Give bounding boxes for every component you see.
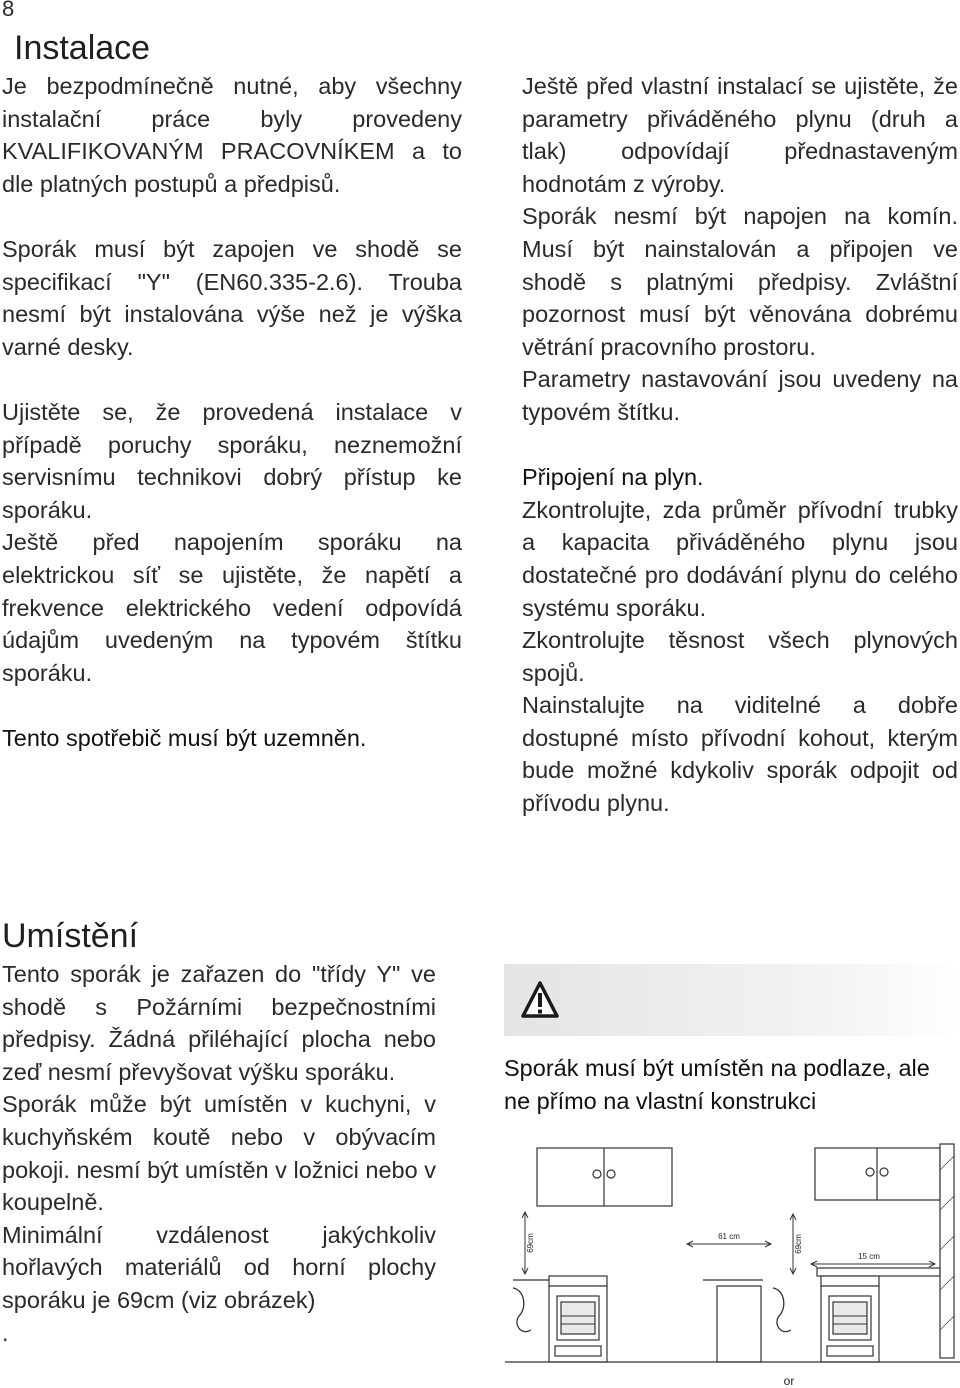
- label-gap: 15 cm: [858, 1252, 880, 1261]
- installation-left-column: [2, 70, 462, 754]
- label-height-left: 69cm: [526, 1233, 535, 1253]
- paragraph-chimney: Sporák nesmí být napojen na komín. Musí být nainstalován a připojen ve shodě s platnými předpisy. Zvláštní pozornost musí být věnována dobrému větrání pracovního prostoru.: [522, 203, 958, 360]
- gas-pipe-right: [773, 1288, 791, 1332]
- page-number: 8: [2, 0, 15, 21]
- label-width: 61 cm: [718, 1232, 740, 1241]
- paragraph-trailing-dot: .: [2, 1319, 9, 1346]
- paragraph-min-distance: Minimální vzdálenost jakýchkoliv hořlavých materiálů od horní plochy sporáku je 69cm (viz obrázek): [2, 1221, 436, 1313]
- paragraph-mains-voltage: Ještě před napojením sporáku na elektrickou síť se ujistěte, že napětí a frekvence elektrického vedení odpovídá údajům uvedeným na typovém štítku sporáku.: [2, 529, 462, 686]
- installation-title: Instalace: [14, 29, 151, 67]
- installation-right-column: [522, 70, 958, 820]
- paragraph-gas-tightness: Zkontrolujte těsnost všech plynových spojů.: [522, 627, 958, 686]
- dimension-width: [687, 1241, 771, 1247]
- location-column: [2, 958, 436, 1349]
- installation-diagram: [505, 1140, 960, 1388]
- label-or: or: [783, 1374, 795, 1388]
- location-title: Umístění: [2, 917, 139, 955]
- wall-right: [940, 1144, 954, 1358]
- label-height-right: 69cm: [794, 1234, 803, 1254]
- paragraph-rooms: Sporák může být umístěn v kuchyni, v kuchyňském koutě nebo v obývacím pokoji. nesmí být umístěn v ložnici nebo v koupelně.: [2, 1091, 436, 1216]
- warning-banner: [504, 964, 960, 1036]
- paragraph-class-y: Tento sporák je zařazen do "třídy Y" ve shodě s Požárními bezpečnostními předpisy. Žádná přiléhající plocha nebo zeď nesmí převyšovat výšku sporáku.: [2, 961, 436, 1085]
- gas-pipe-left: [513, 1288, 531, 1332]
- warning-triangle-icon: [520, 980, 560, 1020]
- cooker-right: [821, 1276, 879, 1362]
- paragraph-rating-plate: Parametry nastavování jsou uvedeny na typovém štítku.: [522, 366, 958, 425]
- cooker-left: [549, 1276, 607, 1362]
- paragraph-shutoff-valve: Nainstalujte na viditelné a dobře dostupné místo přívodní kohout, kterým bude možné kdykoliv sporák odpojit od přívodu plynu.: [522, 692, 958, 817]
- upper-cabinet-right: [815, 1148, 940, 1200]
- paragraph-pipe-diameter: Zkontrolujte, zda průměr přívodní trubky a kapacita přiváděného plynu jsou dostatečné pro dodávání plynu do celého systému sporáku.: [522, 496, 958, 621]
- paragraph-qualified-worker: Je bezpodmínečně nutné, aby všechny instalační práce byly provedeny KVALIFIKOVANÝM PRACOVNÍKEM a to dle platných postupů a předpisů.: [2, 73, 462, 197]
- paragraph-spec-y: Sporák musí být zapojen ve shodě se specifikací "Y" (EN60.335-2.6). Trouba nesmí být instalována výše než je výška varné desky.: [2, 235, 462, 360]
- warning-text: Sporák musí být umístěn na podlaze, ale ne přímo na vlastní konstrukci: [504, 1055, 930, 1114]
- lower-cabinet-left: [717, 1286, 761, 1362]
- dimension-gap: [811, 1261, 935, 1267]
- paragraph-gas-parameters: Ještě před vlastní instalací se ujistěte, že parametry přiváděného plynu (druh a tlak) odpovídají přednastaveným hodnotám z výroby.: [522, 73, 958, 197]
- upper-cabinet-left: [537, 1148, 672, 1206]
- paragraph-grounding: Tento spotřebič musí být uzemněn.: [2, 724, 367, 751]
- gas-connection-heading: Připojení na plyn.: [522, 464, 704, 491]
- paragraph-service-access: Ujistěte se, že provedená instalace v případě poruchy sporáku, neznemožní servisnímu technikovi dobrý přístup ke sporáku.: [2, 398, 462, 523]
